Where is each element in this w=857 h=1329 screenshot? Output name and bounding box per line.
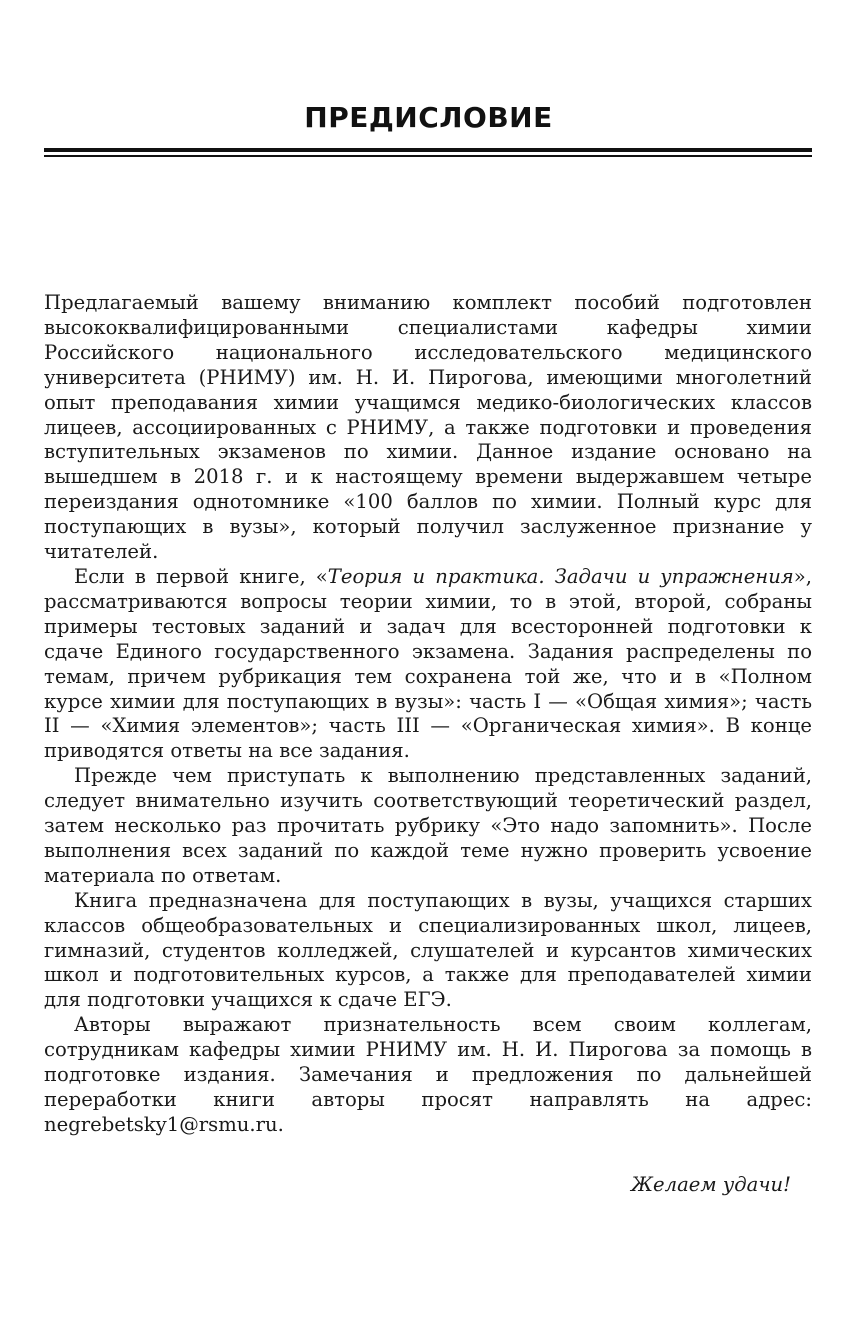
- paragraph-acknowledgements: Авторы выражают признательность всем своим коллегам, сотрудникам кафедры химии РНИМУ им. Н. И. Пирогова за помощь в подготовке издания. Замечания и предложения по дальнейшей переработки книги авторы просят направлять на адрес: negrebetsky1@rsmu.ru.: [44, 1013, 812, 1136]
- book-title: Теория и практика. Задачи и упражнения: [327, 564, 794, 588]
- page-title: ПРЕДИСЛОВИЕ: [304, 101, 553, 134]
- paragraph-books-rest: », рассматриваются вопросы теории химии, то в этой, второй, собраны примеры тестовых заданий и задач для всесторонней подготовки к сдаче Единого государственного экзамена. Задания распределены по темам, причем рубрикация тем сохранена той же, что и в «Полном курсе химии для поступающих в вузы»: часть I — «Общая химия»; часть II — «Химия элементов»; часть III — «Органическая химия». В конце приводятся ответы на все задания.: [44, 564, 813, 763]
- sign-off: Желаем удачи!: [631, 1173, 791, 1196]
- paragraph-intro: Предлагаемый вашему вниманию комплект пособий подготовлен высококвалифицированными специалистами кафедры химии Российского национального исследовательского медицинского университета (РНИМУ) им. Н. И. Пирогова, имеющими многолетний опыт преподавания химии учащимся медико-биологических классов лицеев, ассоциированных с РНИМУ, а также подготовки и проведения вступительных экзаменов по химии. Данное издание основано на вышедшем в 2018 г. и к настоящему времени выдержавшем четыре переиздания однотомнике «100 баллов по химии. Полный курс для поступающих в вузы», который получил заслуженное признание у читателей.: [44, 291, 812, 564]
- paragraph-books-start: Если в первой книге, «: [74, 564, 328, 588]
- title-rule-thick: [44, 148, 812, 152]
- title-rule-thin: [44, 155, 812, 157]
- preface-body: [44, 291, 812, 1138]
- paragraph-method: Прежде чем приступать к выполнению представленных заданий, следует внимательно изучить соответствующий теоретический раздел, затем несколько раз прочитать рубрику «Это надо запомнить». После выполнения всех заданий по каждой теме нужно проверить усвоение материала по ответам.: [44, 764, 812, 887]
- paragraph-books: [44, 565, 812, 764]
- paragraph-audience: Книга предназначена для поступающих в вузы, учащихся старших классов общеобразовательных и специализированных школ, лицеев, гимназий, студентов колледжей, слушателей и курсантов химических школ и подготовительных курсов, а также для преподавателей химии для подготовки учащихся к сдаче ЕГЭ.: [44, 888, 812, 1012]
